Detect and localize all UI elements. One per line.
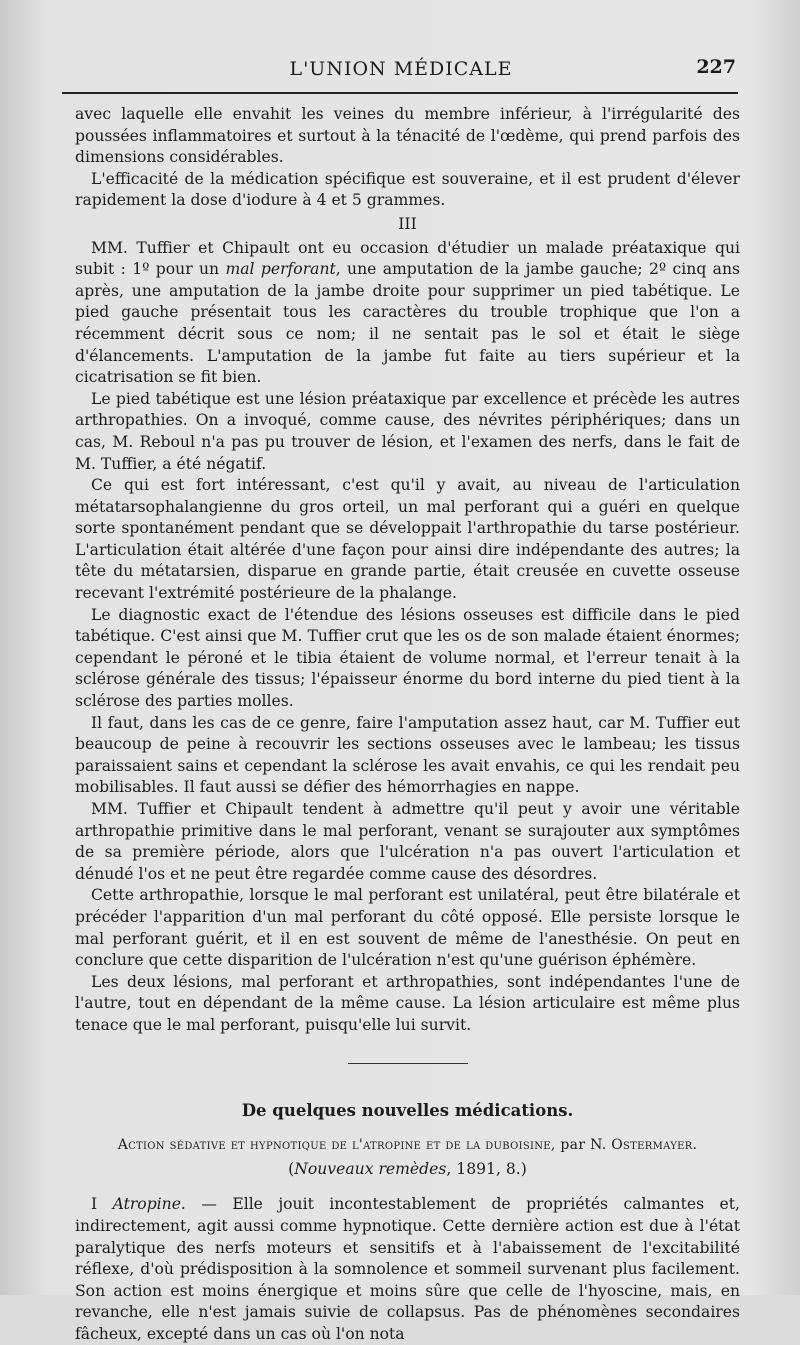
italic-term: Atropine. [112,1195,186,1214]
section-number: III [398,214,417,233]
paragraph [75,1194,740,1345]
text-run: , une amputation de la jambe gauche; 2º cinq ans après, une amputation de la jambe droite pour supprimer un pied tabétique. Le pied gauche présentait tous les caractères du trouble trophique que l'on a récemment décrit sous ce nom; il ne sentait pas le sol et était le siège d'élancements. L'amputation de la jambe fut faite au tiers supérieur et la cicatrisation se fit bien. [75,260,740,387]
text-run: MM. Tuffier et Chipault ont eu occasion d'étudier un malade préataxique qui subit : 1º pour un [75,238,740,279]
page-number: 227 [696,56,736,78]
article-source [75,1159,740,1181]
subtitle-text: Action sédative et hypnotique de l'atropine et de la duboisine, [117,1137,556,1154]
paragraph: MM. Tuffier et Chipault tendent à admettre qu'il peut y avoir une véritable arthropathie primitive dans le mal perforant, venant se surajouter aux symptômes de sa première période, alors que l'ulcération n'a pas ouvert l'articulation et dénudé l'os et ne peut être regardée comme cause des désordres. [75,800,740,883]
paragraph: L'efficacité de la médication spécifique est souveraine, et il est prudent d'élever rapidement la dose d'iodure à 4 et 5 grammes. [75,169,740,210]
italic-term: mal perforant [225,260,336,279]
running-head [62,52,740,92]
separator-rule [348,1063,468,1064]
journal-title: L'UNION MÉDICALE [289,58,513,80]
paragraph: Il faut, dans les cas de ce genre, faire l'amputation assez haut, car M. Tuffier eut beaucoup de peine à recouvrir les sections osseuses avec le lambeau; les tissus paraissaient sains et cependant la sclérose les avait envahis, ce qui les rendait peu mobilisables. Il faut aussi se défier des hémorrhagies en nappe. [75,713,740,797]
paragraph: Les deux lésions, mal perforant et arthropathies, sont indépendantes l'une de l'autre, tout en dépendant de la même cause. La lésion articulaire est même plus tenace que le mal perforant, puisqu'elle lui survit. [75,972,740,1034]
author-prefix: par [560,1137,586,1154]
source-open: ( [288,1159,295,1178]
paragraph: Le pied tabétique est une lésion préataxique par excellence et précède les autres arthropathies. On a invoqué, comme cause, des névrites périphériques; dans un cas, M. Reboul n'a pas pu trouver de lésion, et l'examen des nerfs, dans le fait de M. Tuffier, a été négatif. [75,389,740,473]
source-rest: , 1891, 8.) [446,1159,527,1178]
paragraph [75,238,740,389]
author-name: N. Ostermayer. [590,1137,698,1154]
item-number: I [91,1195,98,1214]
article-subtitle [75,1135,740,1157]
paragraph: avec laquelle elle envahit les veines du membre inférieur, à l'irrégularité des poussées inflammatoires et surtout à la ténacité de l'œdème, qui prend parfois des dimensions considérables. [75,105,740,167]
paragraph: Cette arthropathie, lorsque le mal perforant est unilatéral, peut être bilatérale et précéder l'apparition d'un mal perforant du côté opposé. Elle persiste lorsque le mal perforant guérit, et il en est souvent de même de l'anesthésie. On peut en conclure que cette disparition de l'ulcération n'est qu'une guérison éphémère. [75,886,740,970]
text-run: — Elle jouit incontestablement de propriétés calmantes et, indirectement, agit aussi comme hypnotique. Cette dernière action est due à l'état paralytique des nerfs moteurs et sensitifs et à l'abaissement de l'excitabilité réflexe, d'où prédisposition à la somnolence et sommeil survenant plus facilement. Son action est moins énergique et moins sûre que celle de l'hyoscine, mais, en revanche, elle n'est jamais suivie de collapsus. Pas de phénomènes secondaires fâcheux, excepté dans un cas où l'on nota [75,1195,740,1343]
text-body [75,104,740,1345]
paragraph: Ce qui est fort intéressant, c'est qu'il y avait, au niveau de l'articulation métatarsophalangienne du gros orteil, un mal perforant qui a guéri en quelque sorte spontanément pendant que se développait l'arthropathie du tarse postérieur. L'articulation était altérée d'une façon pour ainsi dire indépendante des autres; la tête du métatarsien, disparue en grande partie, était creusée en cuvette osseuse recevant l'extrémité postérieure de la phalange. [75,476,740,603]
source-title: Nouveaux remèdes [294,1159,447,1178]
article-title: De quelques nouvelles médications. [241,1100,574,1120]
header-rule [62,92,738,94]
paragraph: Le diagnostic exact de l'étendue des lésions osseuses est difficile dans le pied tabétique. C'est ainsi que M. Tuffier crut que les os de son malade étaient énormes; cependant le péroné et le tibia étaient de volume normal, et l'erreur tenait à la sclérose générale des tissus; l'épaisseur énorme du bord interne du pied tient à la sclérose des parties molles. [75,605,740,711]
